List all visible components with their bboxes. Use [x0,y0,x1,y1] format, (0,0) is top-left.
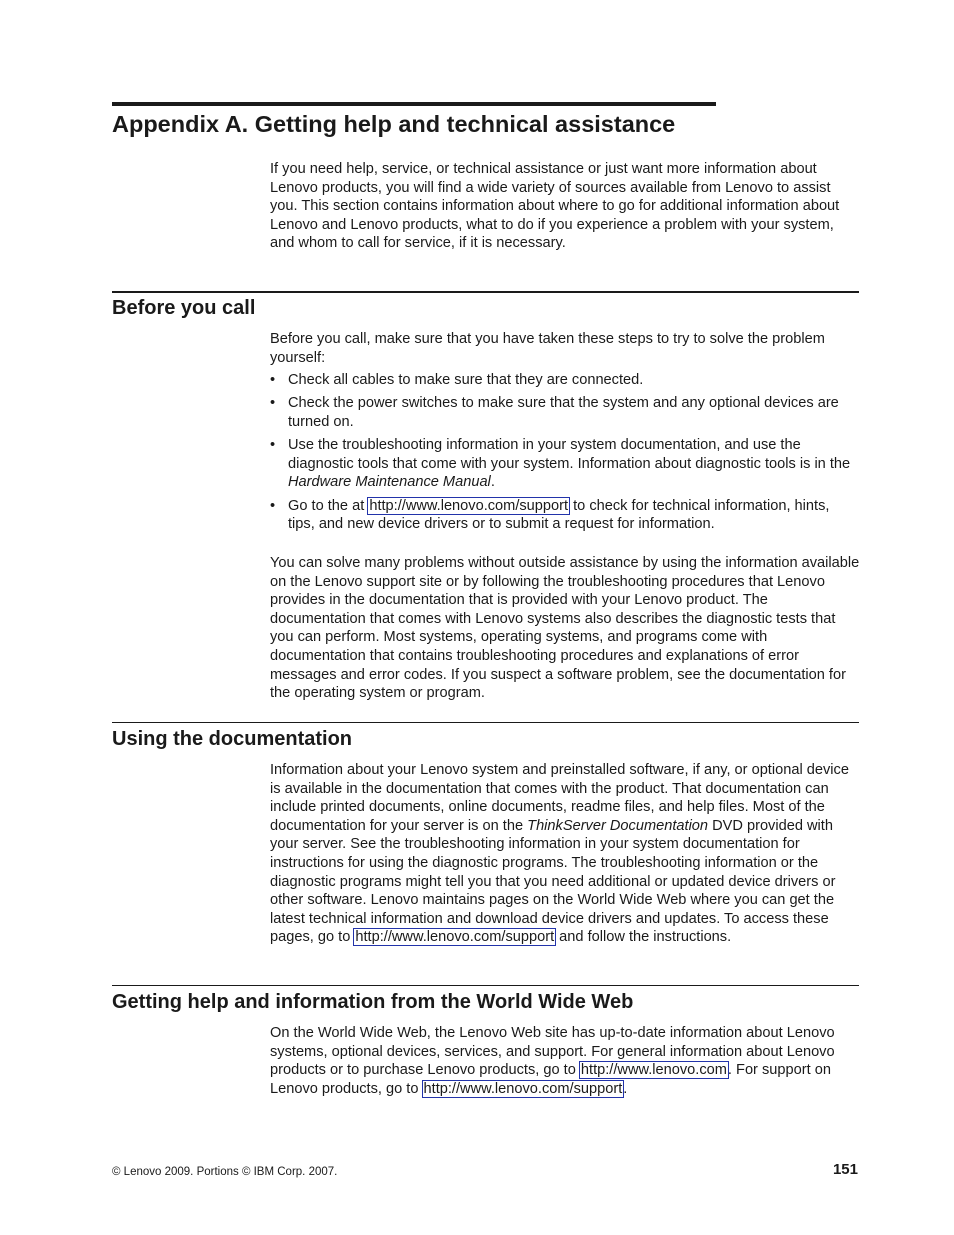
web-block [270,1024,860,1098]
checklist [270,371,860,534]
list-item-text: . [490,474,495,491]
page-number: 151 [832,1161,858,1178]
support-link[interactable]: http://www.lenovo.com/support [355,929,555,946]
list-item-text: to check for technical information, hints, tips, and new device drivers or to submit a request for information. [288,497,830,533]
list-item-text: Check the power switches to make sure that the system and any optional devices are turned on. [288,395,839,430]
web-paragraph [270,1024,860,1098]
list-item [270,371,860,390]
list-item [270,436,860,492]
list-item-text: Go to the at [288,497,369,514]
using-docs-block [270,761,860,947]
manual-title: Hardware Maintenance Manual [288,474,491,491]
footer-copyright: © Lenovo 2009. Portions © IBM Corp. 2007. [112,1166,338,1178]
before-you-call-body: You can solve many problems without outside assistance by using the information available on the Lenovo support site or by following the troubleshooting procedures that Lenovo provides in the documentation that is provided with your Lenovo product. The documentation that comes with Lenovo systems also describes the diagnostic tests that you can perform. Most systems, operating systems, and programs come with documentation that contains troubleshooting procedures and explanations of error messages and error codes. If you suspect a software problem, see the documentation for the operating system or program. [270,555,860,702]
support-link[interactable]: http://www.lenovo.com/support [423,1080,623,1097]
list-item-text: Check all cables to make sure that they are connected. [288,372,644,389]
intro-paragraph: If you need help, service, or technical assistance or just want more information about Lenovo products, you will find a wide variety of sources available from Lenovo to assist you. This section contains information about where to go for additional information about Lenovo and Lenovo products, what to do if you experience a problem with your system, and whom to call for service, if it is necessary. [270,161,840,252]
heading-using-documentation: Using the documentation [112,728,352,750]
bullet-marker: • [270,395,276,412]
using-docs-paragraph [270,761,860,947]
section-rule-using-docs [112,722,859,723]
dvd-title: ThinkServer Documentation [527,817,709,834]
support-link[interactable]: http://www.lenovo.com/support [369,497,569,514]
chapter-rule [112,102,716,106]
intro-block [270,160,860,253]
list-item [270,497,860,534]
lenovo-home-link[interactable]: http://www.lenovo.com [580,1062,727,1079]
section-rule-before-you-call [112,291,859,293]
section-rule-web [112,985,859,986]
paragraph-text: DVD provided with your server. See the troubleshooting information in your system documentation for instructions for using the diagnostic programs. The troubleshooting information or the diagnostic programs might tell you that you need additional or updated device drivers or other software. Lenovo maintains pages on the World Wide Web where you can get the latest technical information and download device drivers and updates. To access these pages, go to [270,817,836,946]
paragraph-text: and follow the instructions. [555,929,732,946]
paragraph-text: . For support on Lenovo products, go to [270,1062,831,1097]
bullet-marker: • [270,497,276,514]
heading-before-you-call: Before you call [112,297,256,319]
bullet-marker: • [270,372,276,389]
bullet-marker: • [270,437,276,454]
before-you-call-body-block [270,554,860,703]
before-you-call-block [270,330,860,538]
list-item-text: Use the troubleshooting information in your system documentation, and use the diagnostic tools that come with your system. Information about diagnostic tools is in the [288,437,851,472]
paragraph-text: On the World Wide Web, the Lenovo Web site has up-to-date information about Lenovo systems, optional devices, services, and support. For general information about Lenovo products or to purchase Lenovo products, go to [270,1025,835,1079]
chapter-title: Appendix A. Getting help and technical assistance [112,111,676,137]
heading-world-wide-web: Getting help and information from the World Wide Web [112,991,634,1013]
list-item [270,394,860,431]
paragraph-text: Information about your Lenovo system and preinstalled software, if any, or optional device is available in the documentation that comes with the product. That documentation can include printed documents, online documents, readme files, and help files. Most of the documentation for your server is on the [270,762,849,834]
before-you-call-lead: Before you call, make sure that you have taken these steps to try to solve the problem yourself: [270,331,825,366]
paragraph-text: . [623,1080,628,1097]
